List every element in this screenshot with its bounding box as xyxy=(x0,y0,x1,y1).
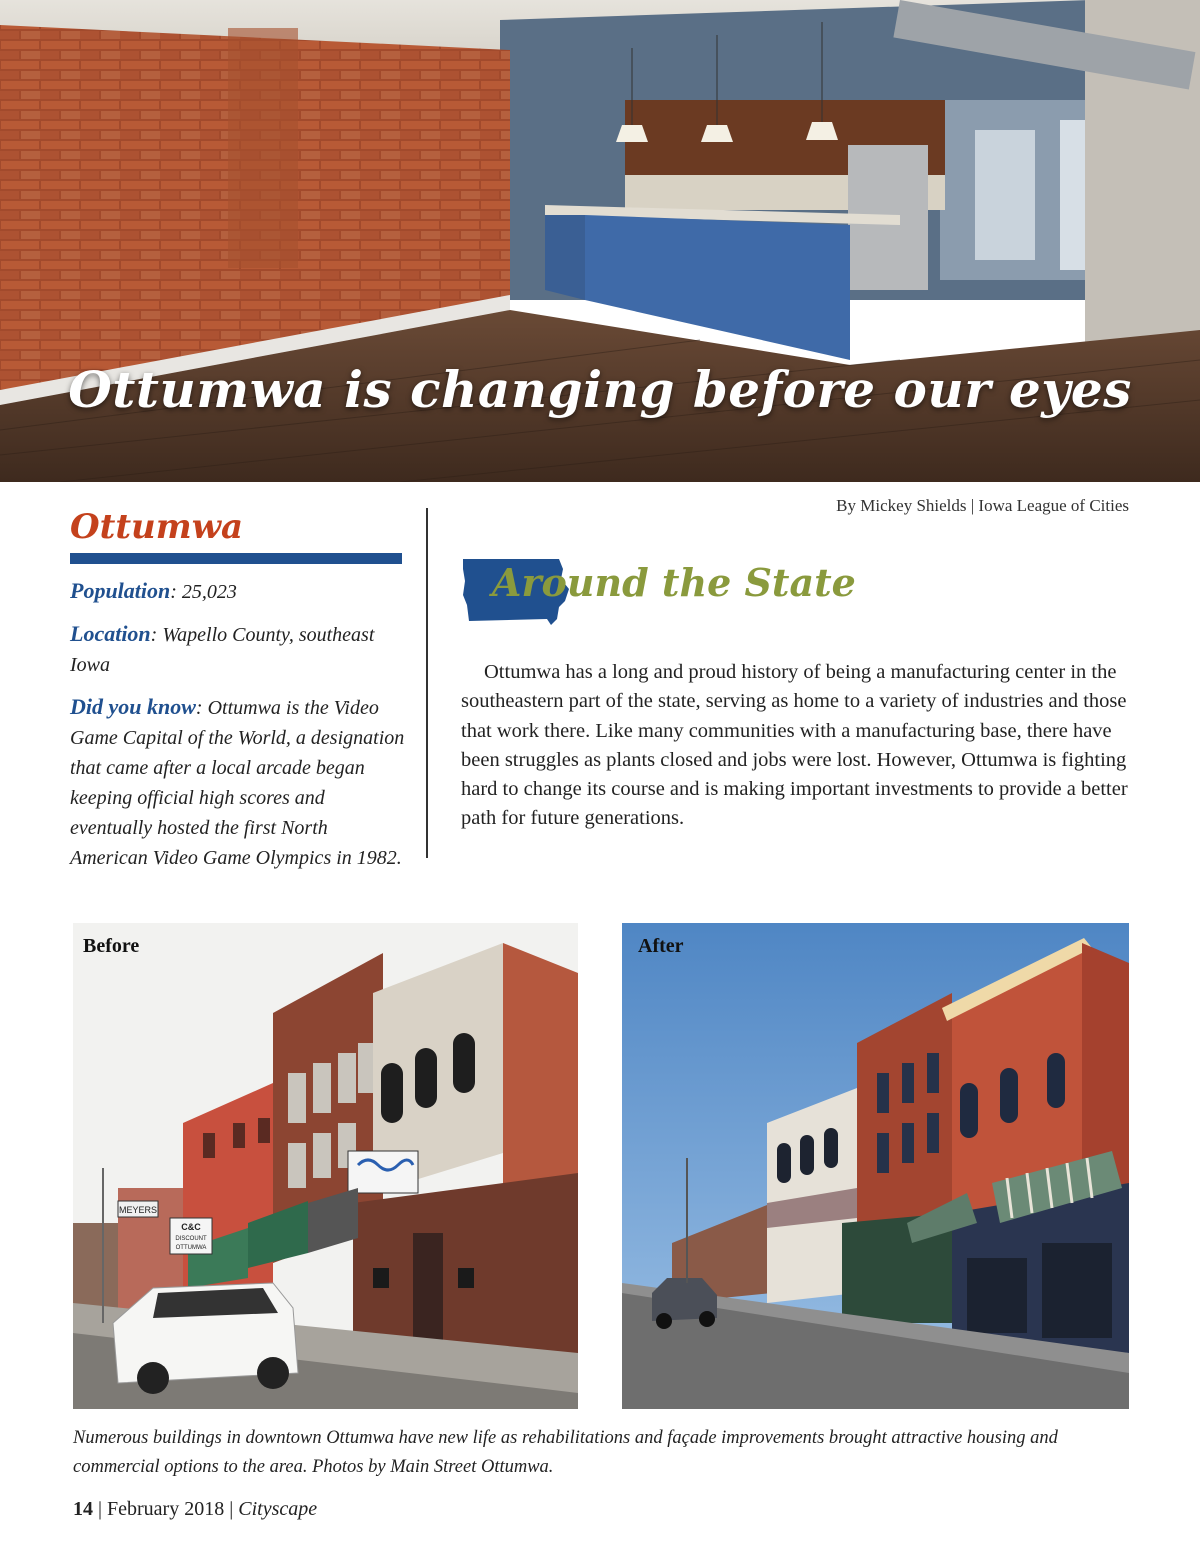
column-divider xyxy=(426,508,428,858)
city-fact-box xyxy=(70,505,405,885)
hero-image xyxy=(0,0,1200,482)
issue-date: February 2018 xyxy=(107,1498,225,1520)
did-you-know-value: : Ottumwa is the Video Game Capital of the World, a designation that came after a local arcade began keeping official high scores and eventually hosted the first North American Video Game Olympics in 1982. xyxy=(70,697,405,869)
photo-caption: Numerous buildings in downtown Ottumwa have new life as rehabilitations and façade improvements brought attractive housing and commercial options to the area. Photos by Main Street Ottumwa. xyxy=(73,1428,1058,1477)
after-label: After xyxy=(638,935,684,957)
page-number: 14 xyxy=(73,1498,93,1520)
did-you-know-label: Did you know xyxy=(70,694,196,719)
before-label: Before xyxy=(83,935,140,957)
article-paragraph: Ottumwa has a long and proud history of being a manufacturing center in the southeastern part of the state, serving as home to a variety of industries and those that work there. Like many communities with a manufacturing base, there have been struggles as plants closed and jobs were lost. However, Ottumwa is fighting hard to change its course and is making important investments to provide a better path for future generations. xyxy=(461,661,1128,830)
location-value: : Wapello County, southeast Iowa xyxy=(70,624,375,676)
city-name-heading: Ottumwa xyxy=(70,507,244,547)
before-street-illustration xyxy=(73,923,578,1409)
magazine-name: Cityscape xyxy=(238,1498,318,1520)
after-photo xyxy=(622,923,1129,1409)
ottumwa-sign: OTTUMWA xyxy=(175,1245,207,1251)
location-fact xyxy=(70,619,405,680)
meyers-sign: MEYERS xyxy=(118,1205,158,1215)
section-title: Around the State xyxy=(492,560,856,605)
heading-rule xyxy=(70,553,402,564)
did-you-know-fact xyxy=(70,692,405,873)
hero-title: Ottumwa is changing before our eyes xyxy=(68,360,1132,419)
population-fact xyxy=(70,576,405,607)
page-footer xyxy=(73,1498,317,1521)
discount-sign: DISCOUNT xyxy=(175,1236,207,1242)
population-label: Population xyxy=(70,578,171,603)
before-photo xyxy=(73,923,578,1409)
footer-separator: | xyxy=(229,1498,239,1520)
byline: By Mickey Shields | Iowa League of Cities xyxy=(836,496,1129,515)
after-street-illustration xyxy=(622,923,1129,1409)
population-value: : 25,023 xyxy=(170,581,237,603)
cc-sign: C&C xyxy=(181,1222,201,1232)
location-label: Location xyxy=(70,621,151,646)
footer-separator: | xyxy=(98,1498,108,1520)
